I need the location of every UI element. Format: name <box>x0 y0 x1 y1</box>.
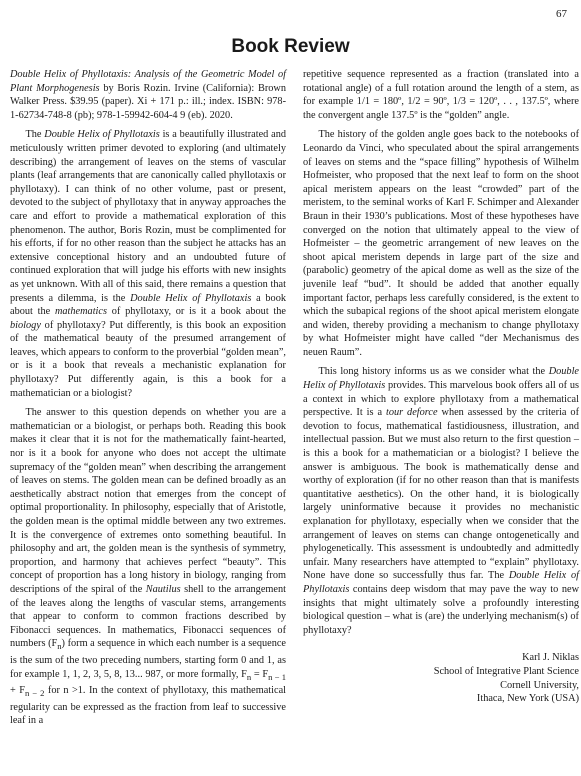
right-column <box>303 68 579 706</box>
book-title: Double Helix of Phyllotaxis: Analysis of the Geometric Model of Plant Morphogenesis <box>10 69 286 94</box>
reviewer-name: Karl J. Niklas <box>522 652 579 664</box>
citation-details: by Boris Rozin. Irvine (California): Brown Walker Press. $39.95 (paper). Xi + 171 p.: ill.; index. ISBN: 978-1-62734-748-8 (pb); 978-1-59942-604-4 9 (eb). 2020. <box>10 82 286 121</box>
reviewer-signature <box>303 651 579 705</box>
reviewer-institution: Cornell University, <box>500 679 579 691</box>
paragraph: The answer to this question depends on whether you are a mathematician or a biologist, or perhaps both. Reading this book makes it clear that it is not for the mathematically faint-hearted, nor is it a book for anyone who does not accept the ultimate supremacy of the “golden mean” when describing the arrangement of leaves on stems. The golden mean can be defined broadly as an aesthetically abstract notion that emerges from the concept of optimal proportionality. In philosophy, especially that of Aristotle, the golden mean is the optimal middle between any two extremes. It is the convergence of extremes onto something beautiful. In philosophy and art, the golden mean is the synthesis of symmetry, proportion, and harmony that achieves perfect “beauty”. This concept of proportion has a long history in biology, ranging from descriptions of the spiral of the Nautilus shell to the arrangement of the leaves along the lengths of vascular stems, arrangements that appear to conform to common fractions described by Fibonacci sequences. In mathematics, Fibonacci sequences of numbers $(F_n)$ form a sequence in which each number is a sequence is the sum of the two preceding numbers, starting form 0 and 1, as for example 1, 1, 2, 3, 5, 8, 13... 987, or more formally, $F_n = F_{n - 1} + F_{n - 2}$ for n >1. In the context of phyllotaxy, this mathematical regularity can be expressed as the fraction from leaf to successive leaf in a <box>10 407 286 727</box>
paragraph: repetitive sequence represented as a fraction (translated into a rotational angle) of a full rotation around the length of a stem, as for example 1/1 = 180º, 1/2 = 90º, 1/3 = 120º, . . , 137.5º, where the convergent angle 137.5º is the “golden” angle. <box>303 69 579 121</box>
paragraph: This long history informs us as we consider what the Double Helix of Phyllotaxis provides. This marvelous book offers all of us a context in which to explore phyllotaxy from a mathematical perspective. It is a tour deforce when assessed by the criteria of devotion to focus, mathematical fastidiousness, illustration, and intellectual passion. But we must also return to the first question – is this a book for a mathematician or a biologist? I believe the answer is ambiguous. The book is mathematically dense and worthy of exploration (if for no other reason than that is manifests quantitative aesthetics). On the other hand, it is biologically largely uninformative because it provides no mechanistic explanation for phyllotaxy, especially when we consider that the arrangement of leaves on stems can change ontogenetically and phylogenetically. This assessment is undoubtedly and admittedly unfair. Many researchers have attempted to “explain” phyllotaxy. None have done so successfully thus far. The Double Helix of Phyllotaxis contains deep wisdom that may pave the way to new insights that might ultimately solve a profoundly interesting biological question – what is (are) the underlying mechanism(s) of phyllotaxy? <box>303 366 580 636</box>
reviewer-affiliation: School of Integrative Plant Science <box>433 665 579 677</box>
left-column <box>10 68 286 734</box>
page-title: Book Review <box>231 36 350 57</box>
paragraph: The history of the golden angle goes back to the notebooks of Leonardo da Vinci, who speculated about the spiral arrangements of leaves on stems and the “space filling” hypothesis of Wilhelm Hofmeister, who proposed that the next leaf to form on the shoot apical meristem appears on the least “crowded” part of the meristem, to the seminal works of Karl F. Schimper and Alexander Braun in their 1930’s publications. Most of these hypotheses have converged on the notion that ultimately appeal to the view of Hofmeister – the geometric arrangement of new leaves on the shoot apical meristem depends in large part of the size and (parabolic) geometry of the apical dome as well as the size of the juvenile leaf “bud”. It should be added that another equally important factor, perhaps less carefully considered, is the extent to which the subapical regions of the shoot apical meristem elongate and widen, thereby providing a mechanism to change phyllotaxy by what Hofmeister might have called “der Mechanismus des neuen Raum”. <box>303 129 579 358</box>
reviewer-location: Ithaca, New York (USA) <box>476 693 579 705</box>
page-number: 67 <box>556 8 567 20</box>
book-citation <box>10 68 286 122</box>
paragraph: The Double Helix of Phyllotaxis is a beautifully illustrated and meticulously written primer devoted to exploring (and ultimately describing) the arrangement of leaves on the stems of vascular plants (leaf arrangements that are canonically called phyllotaxis or phyllotaxy). I can think of no other volume, past or present, devoted to the subject of phyllotaxy that in anyway approaches the care and effort to provide a mathematical exploration of this phenomenon. The author, Boris Rozin, must be complimented for his efforts, if for no other reason than the subject he attacks has an extensive conceptional history and an undoubted future of continued exploration that will judge his efforts with new insights as yet unknown. With all of this said, there remains a question that presents a dilemma, is the Double Helix of Phyllotaxis a book about the mathematics of phyllotaxy, or is it a book about the biology of phyllotaxy? Put differently, is this book an exposition of the mathematical beauty of the presumed arrangement of leaves, which appears to conform to the proverbial “golden mean”, or is it a book that reveals a mechanistic explanation for phyllotaxy? Put differently again, is this a book for a mathematician or a biologist? <box>10 129 287 399</box>
